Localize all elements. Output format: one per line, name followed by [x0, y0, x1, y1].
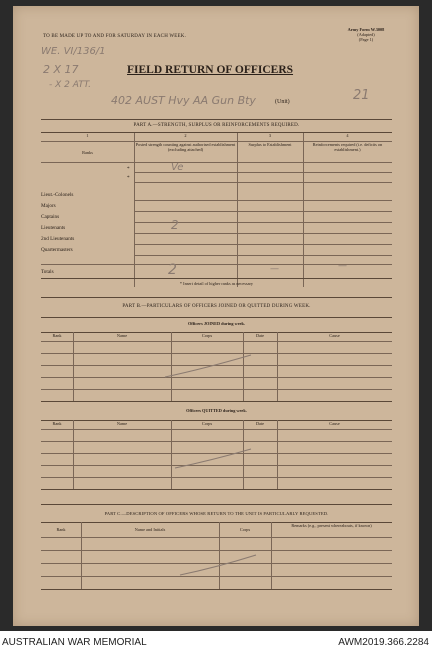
army-form-number: Army Form W.3008: [347, 27, 385, 32]
handwritten-attached: - X 2 ATT.: [49, 80, 92, 90]
handwritten-total-posted: 2: [168, 262, 177, 278]
quitted-title: Officers QUITTED during week.: [186, 408, 247, 413]
unit-label: (Unit): [275, 99, 290, 105]
handwritten-mark: Ve: [171, 162, 184, 173]
quitted-col-date: Date: [255, 421, 265, 426]
part-c-col-remarks: Remarks (e.g., present whereabouts, if known): [291, 523, 372, 528]
handwritten-reference: WE. VI/136/1: [41, 46, 106, 57]
rule: [134, 172, 392, 173]
rule: [41, 341, 392, 342]
rule: [41, 550, 392, 551]
part-c-col-rank: Rank: [56, 527, 66, 532]
form-adapted: (Adapted): [357, 32, 375, 37]
handwritten-nil-stroke: [178, 552, 258, 578]
header-reinforcements: Reinforcements required (i.e. deficits on establishment.): [312, 142, 383, 152]
handwritten-nil-stroke: [173, 446, 253, 472]
col-number-2: 2: [184, 133, 187, 138]
header-posted: Posted strength counting against authorised establishment (excluding attached): [135, 142, 236, 152]
rule: [41, 589, 392, 590]
column-divider: [277, 332, 278, 401]
rule: [41, 297, 392, 298]
rule: [41, 504, 392, 505]
joined-col-cause: Cause: [329, 333, 340, 338]
rule: [134, 233, 392, 234]
rule: [134, 244, 392, 245]
rule: [41, 489, 392, 490]
header-surplus: Surplus to Establishment: [248, 142, 292, 147]
handwritten-total-reinforcements: —: [338, 261, 347, 271]
joined-title: Officers JOINED during week.: [187, 321, 246, 326]
rule: [41, 119, 392, 120]
footer-accession-number: AWM2019.366.2284: [338, 637, 429, 648]
rule: [41, 162, 392, 163]
col-number-4: 4: [346, 133, 349, 138]
handwritten-strength: 2 X 17: [43, 63, 79, 76]
quitted-col-name: Name: [116, 421, 128, 426]
rank-lieut-colonels: Lieut.-Colonels: [41, 192, 74, 198]
column-divider: [171, 420, 172, 489]
quitted-col-corps: Corps: [201, 421, 213, 426]
footer-credit: AUSTRALIAN WAR MEMORIAL: [2, 637, 147, 648]
footnote: * Insert detail of higher ranks as necessary: [179, 281, 254, 286]
column-divider: [81, 522, 82, 589]
rank-captains: Captains: [41, 214, 60, 220]
rule: [41, 401, 392, 402]
rank-majors: Majors: [41, 203, 56, 209]
instruction-text: TO BE MADE UP TO AND FOR SATURDAY IN EACH WEEK.: [43, 34, 187, 39]
totals-label: Totals: [41, 269, 54, 275]
joined-col-date: Date: [255, 333, 265, 338]
form-title: FIELD RETURN OF OFFICERS: [127, 64, 294, 76]
joined-col-corps: Corps: [201, 333, 213, 338]
column-divider: [73, 332, 74, 401]
rule: [134, 255, 392, 256]
joined-col-name: Name: [116, 333, 128, 338]
handwritten-lieutenants-count: 2: [171, 218, 179, 232]
rule: [41, 389, 392, 390]
handwritten-unit: 402 AUST Hvy AA Gun Bty: [111, 94, 256, 107]
rule: [41, 278, 392, 279]
rule: [41, 441, 392, 442]
col-number-1: 1: [86, 133, 89, 138]
handwritten-nil-stroke: [163, 351, 253, 381]
column-divider: [277, 420, 278, 489]
rule: [41, 537, 392, 538]
rule: [41, 132, 392, 133]
rank-2nd-lieutenants: 2nd Lieutenants: [41, 236, 75, 242]
part-a-heading: PART A.—STRENGTH, SURPLUS OR REINFORCEMENTS REQUIRED.: [133, 123, 300, 128]
rule: [134, 182, 392, 183]
column-divider: [73, 420, 74, 489]
joined-col-rank: Rank: [52, 333, 62, 338]
quitted-col-cause: Cause: [329, 421, 340, 426]
part-b-heading: PART B.—PARTICULARS OF OFFICERS JOINED OR QUITTED DURING WEEK.: [122, 304, 311, 309]
handwritten-total-surplus: —: [270, 264, 279, 274]
form-page: (Page 1): [358, 37, 374, 42]
handwritten-folio-number: 21: [353, 88, 370, 103]
quitted-col-rank: Rank: [52, 421, 62, 426]
asterisk-row-1: *: [127, 166, 130, 172]
rule: [134, 200, 392, 201]
part-c-col-corps: Corps: [239, 527, 251, 532]
rule: [134, 211, 392, 212]
part-c-heading: PART C.—DESCRIPTION OF OFFICERS WHOSE RETURN TO THE UNIT IS PARTICULARLY REQUESTED.: [104, 511, 329, 516]
rule: [41, 429, 392, 430]
part-c-col-name: Name and Initials: [134, 527, 166, 532]
rank-lieutenants: Lieutenants: [41, 225, 66, 231]
army-form-page: [13, 6, 419, 626]
header-ranks: Ranks: [82, 150, 93, 155]
asterisk-row-2: *: [127, 175, 130, 181]
column-divider: [271, 522, 272, 589]
rule: [41, 317, 392, 318]
rank-quartermasters: Quartermasters: [41, 247, 73, 253]
rule: [41, 477, 392, 478]
col-number-3: 3: [268, 133, 272, 138]
